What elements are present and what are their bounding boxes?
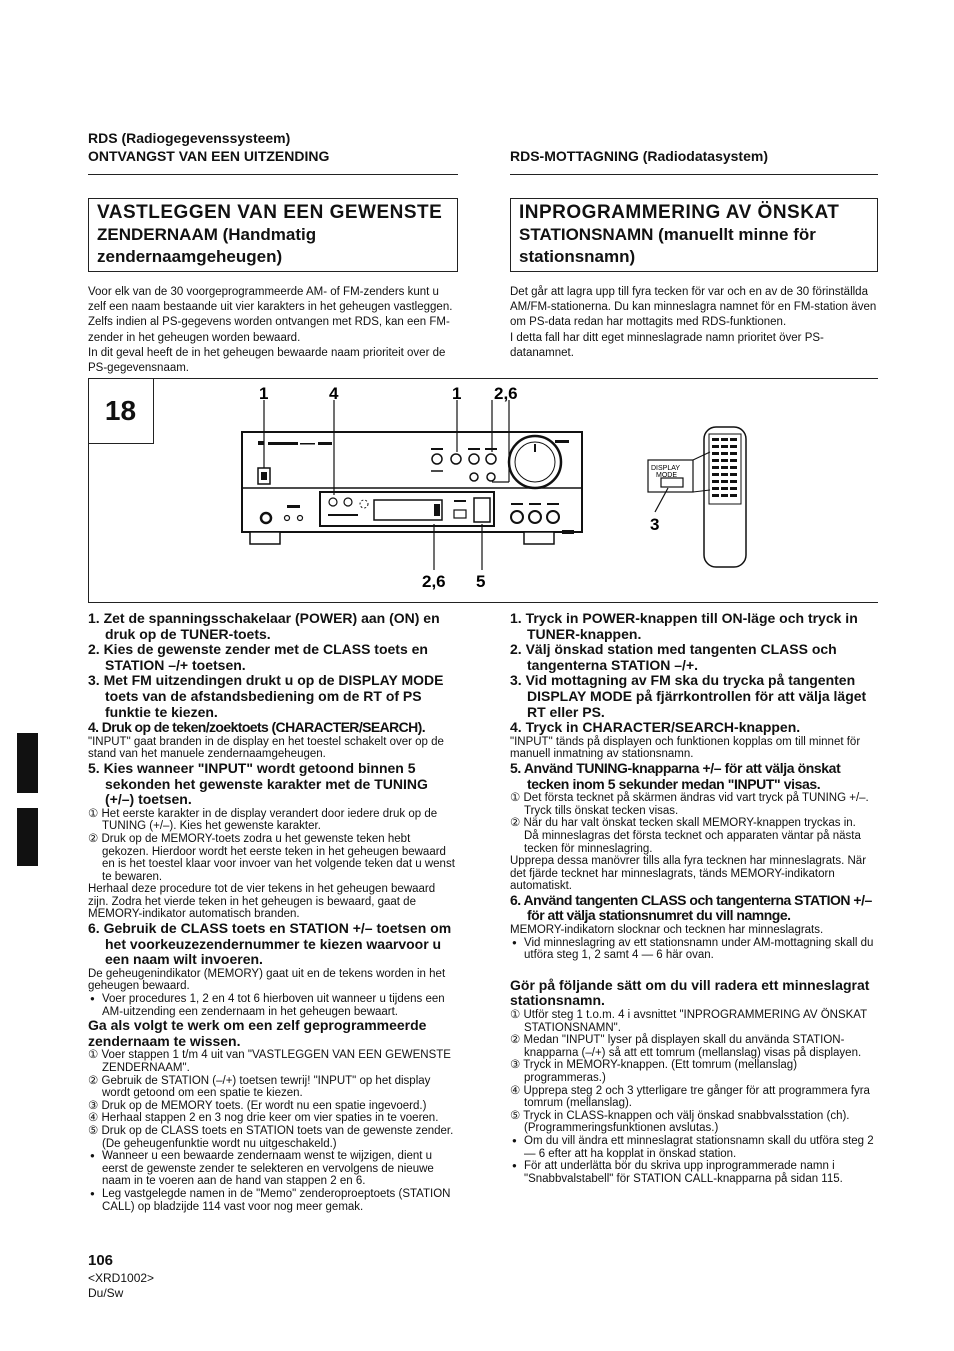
- left-intro-p2: In dit geval heeft de in het geheugen bewaarde naam prioriteit over de PS-gegevensnaam.: [88, 346, 446, 375]
- callout-top-4: 4: [329, 384, 339, 403]
- left-del4: ④ Herhaal stappen 2 en 3 nog drie keer om vier spaties in te voeren.: [88, 1112, 439, 1125]
- page-number: 106: [88, 1252, 114, 1269]
- left-del1: ① Voer stappen 1 t/m 4 uit van "VASTLEGGEN VAN EEN GEWENSTE ZENDERNAAM".: [88, 1049, 451, 1074]
- left-title-line2: ZENDERNAAM (Handmatig: [97, 225, 317, 244]
- left-delete-title: Ga als volgt te werk om een zelf geprogrammeerde zendernaam te wissen.: [88, 1017, 427, 1049]
- left-title-line1: VASTLEGGEN VAN EEN GEWENSTE: [97, 202, 443, 223]
- right-step6-body: MEMORY-indikatorn slocknar och tecknen har minneslagrats.: [510, 924, 824, 937]
- callout-top-1: 1: [259, 384, 269, 403]
- callout-bottom-5: 5: [476, 572, 486, 591]
- left-del2: ② Gebruik de STATION (–/+) toetsen tewrij! "INPUT" op het display wordt getoond om een spatie te kiezen.: [88, 1074, 431, 1100]
- remote-label-line1: DISPLAY: [651, 465, 681, 472]
- left-del3: ③ Druk op de MEMORY toets. (Er wordt nu een spatie ingevoerd.): [88, 1099, 427, 1112]
- callout-remote-3: 3: [650, 515, 660, 534]
- left-step1: 1. Zet de spanningsschakelaar (POWER) aan (ON) en druk op de TUNER-toets.: [88, 610, 440, 642]
- right-bullet3: ● För att underlätta bör du skriva upp inprogrammerade namn i "Snabbvalstabell" för STATION CALL-knapparna på sidan 115.: [510, 1160, 878, 1185]
- left-instructions: [88, 611, 458, 1213]
- right-step3: 3. Vid mottagning av FM ska du trycka på tangenten DISPLAY MODE på fjärrkontrollen för att välja läget RT eller PS.: [510, 672, 867, 720]
- right-title-line1: INPROGRAMMERING AV ÖNSKAT: [519, 202, 840, 223]
- left-step5: 5. Kies wanneer "INPUT" wordt getoond binnen 5 sekonden het gewenste karakter met de TUNING (+/–) toetsen.: [88, 759, 428, 808]
- left-step6-body: De geheugenindikator (MEMORY) gaat uit en de tekens worden in het geheugen bewaard.: [88, 967, 446, 993]
- header-left-line1: RDS (Radiogegevenssysteem): [88, 130, 291, 146]
- right-step4-body: "INPUT" tänds på displayen och funktionen kopplas om till minnet för manuell inmatning av stationsnamn.: [510, 735, 861, 761]
- receiver-foot-left: [250, 532, 280, 544]
- left-step5-b: ② Druk op de MEMORY-toets zodra u het gewenste teken hebt gekozen. Hierdoor wordt het eerste teken in het geheugen bewaard en is het toestel klaar voor invoer van het volgende teken dat u wenst te bewaren.: [88, 832, 455, 883]
- left-intro-p1: Voor elk van de 30 voorgeprogrammeerde AM- of FM-zenders kunt u zelf een naam bestaande uit vier karakters in het geheugen vastleggen. Zelfs indien al PS-gegevens worden ontvangen met RDS, kan een FM-zender in het geheugen worden bewaard.: [88, 286, 453, 344]
- right-step4: 4. Tryck in CHARACTER/SEARCH-knappen.: [510, 719, 801, 736]
- callout-bottom-26: 2,6: [422, 572, 446, 591]
- side-tab-marker-2: [17, 808, 38, 866]
- left-step5-a: ① Het eerste karakter in de display verandert door iedere druk op de TUNING (+/–). Kies het gewenste karakter.: [88, 807, 438, 833]
- right-title-line2: STATIONSNAMN (manuellt minne för: [519, 225, 816, 244]
- left-step2: 2. Kies de gewenste zender met de CLASS toets en STATION –/+ toetsen.: [88, 641, 428, 673]
- callout-top-1b: 1: [452, 384, 462, 403]
- left-step5-body: Herhaal deze procedure tot de vier tekens in het geheugen bewaard zijn. Zodra het vierde teken in het geheugen is bewaard, gaat de MEMORY-indikator automatisch branden.: [88, 883, 436, 921]
- left-del5: ⑤ Druk op de CLASS toets en STATION toets van de gewenste zender. (De geheugenfunktie wordt nu uitgeschakeld.): [88, 1124, 454, 1150]
- left-step6: 6. Gebruik de CLASS toets en STATION +/– toetsen om het voorkeuzezendernummer te kiezen waarvoor u een naam wilt invoeren.: [88, 920, 452, 968]
- right-step6-bullet: ● Vid minneslagring av ett stationsnamn under AM-mottagning skall du utföra steg 1, 2 samt 4 — 6 här ovan.: [510, 937, 878, 962]
- right-del4: ④ Upprepa steg 2 och 3 ytterligare tre gånger för att programmera fyra tomrum (mellanslag).: [510, 1084, 870, 1110]
- volume-knob: [509, 436, 561, 488]
- right-del2: ② Medan "INPUT" lyser på displayen skall du använda STATION-knapparna (–/+) så att ett tomrum (mellanslag) visas på displayen.: [510, 1034, 862, 1059]
- left-step4-body: "INPUT" gaat branden in de display en het toestel schakelt over op de stand van het manuele zendernaamgeheugen.: [88, 735, 444, 761]
- right-step1: 1. Tryck in POWER-knappen till ON-läge och tryck in TUNER-knappen.: [510, 610, 858, 642]
- side-tab-marker-1: [17, 733, 38, 793]
- right-del1: ① Utför steg 1 t.o.m. 4 i avsnittet "INPROGRAMMERING AV ÖNSKAT STATIONSNAMN".: [510, 1009, 867, 1034]
- callout-top-26: 2,6: [494, 384, 518, 403]
- left-step3: 3. Met FM uitzendingen drukt u op de DISPLAY MODE toets van de afstandsbediening om de RT of PS funktie te kiezen.: [88, 672, 444, 720]
- left-step6-bullet: ● Voer procedures 1, 2 en 4 tot 6 hierboven uit wanneer u tijdens een AM-uitzending een zendernaam in het geheugen bewaart.: [88, 993, 458, 1018]
- left-bullet2: ● Wanneer u een bewaarde zendernaam wenst te wijzigen, dient u eerst de gewenste zender te selekteren en vervolgens de nieuwe naam in te voeren aan de hand van stappen 2 en 6.: [88, 1150, 458, 1188]
- memory-button: [474, 498, 490, 522]
- left-bullet3: ● Leg vastgelegde namen in de "Memo" zenderoproeptoets (STATION CALL) op bladzijde 114 vast voor nog meer gemak.: [88, 1188, 458, 1213]
- right-del5: ⑤ Tryck in CLASS-knappen och välj önskad snabbvalsstation (ch). (Programmeringsfunktionen avslutas.): [510, 1109, 850, 1135]
- right-step5-body: Upprepa dessa manövrer tills alla fyra tecknen har minneslagrats. När det fjärde tecknet har minneslagrats, tänds MEMORY-indikatorn automatiskt.: [510, 855, 867, 893]
- right-intro-p1: Det går att lagra upp till fyra tecken för var och en av de 30 förinställda AM/FM-stationerna. Du kan minneslagra namnet för en FM-station även om PS-data redan har mottagits med RDS-funktionen.: [510, 286, 877, 329]
- right-step5-a: ① Det första tecknet på skärmen ändras vid vart tryck på TUNING +/–. Tryck tills önskat tecken visas.: [510, 792, 869, 817]
- right-step2: 2. Välj önskad station med tangenten CLASS och tangenterna STATION –/+.: [510, 641, 837, 673]
- right-delete-title: Gör på följande sätt om du vill radera ett minneslagrat stationsnamn.: [510, 976, 870, 1009]
- headphone-jack: [261, 513, 271, 523]
- display-window: [374, 500, 442, 520]
- left-step4: 4. Druk op de teken/zoektoets (CHARACTER/SEARCH).: [88, 719, 425, 736]
- right-del3: ③ Tryck in MEMORY-knappen. (Ett tomrum (mellanslag) programmeras.): [510, 1059, 798, 1084]
- receiver-foot-right: [524, 532, 554, 544]
- right-step5-b: ② När du har valt önskat tecken skall MEMORY-knappen tryckas in.: [510, 817, 856, 830]
- right-step5: 5. Använd TUNING-knapparna +/– för att välja önskat tecken inom 5 sekunder medan "INPUT" visas.: [510, 759, 841, 792]
- display-mode-button: [661, 478, 683, 487]
- step-number: 18: [104, 395, 137, 426]
- doc-lang: Du/Sw: [88, 1286, 124, 1300]
- right-step5-b2: Då minneslagras det första tecknet och apparaten väntar på nästa tecken för minneslagring.: [524, 829, 861, 855]
- remote-label-line2: MODE: [656, 472, 677, 479]
- tuner-button: [451, 454, 461, 464]
- right-title-line3: stationsnamn): [519, 247, 636, 266]
- left-title-line3: zendernaamgeheugen): [97, 247, 283, 266]
- right-bullet2: ● Om du vill ändra ett minneslagrat stationsnamn skall du utföra steg 2 — 6 efter att ha kopplat in önskad station.: [510, 1135, 878, 1160]
- right-instructions: [510, 611, 878, 1185]
- right-intro-p2: I detta fall har ditt eget minneslagrade namn prioritet över PS-datanamnet.: [510, 331, 824, 359]
- doc-code: <XRD1002>: [88, 1271, 155, 1285]
- header-left-line2: ONTVANGST VAN EEN UITZENDING: [88, 148, 330, 164]
- header-right-line1: RDS-MOTTAGNING (Radiodatasystem): [510, 148, 768, 164]
- right-step6: 6. Använd tangenten CLASS och tangenterna STATION +/– för att välja stationsnumret du vill namnge.: [510, 891, 872, 924]
